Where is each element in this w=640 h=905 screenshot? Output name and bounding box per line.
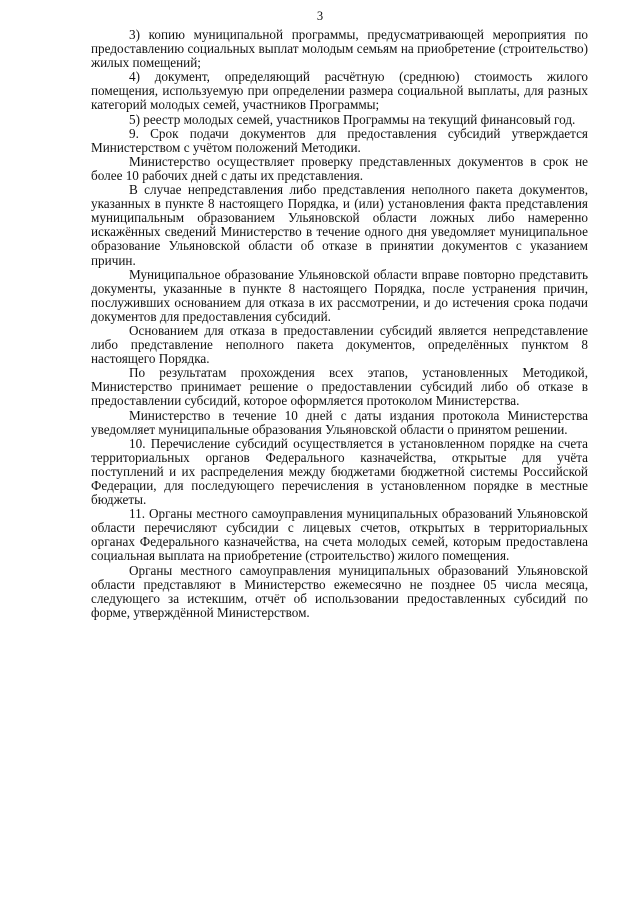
paragraph-resubmission: Муниципальное образование Ульяновской области вправе повторно представить документы, указанные в пункте 8 настоящего Порядка, после устранения причин, послуживших основанием для отказа в их рассмотрении, и до истечения срока подачи документов для предоставления субсидий. [91, 266, 588, 324]
document-body [91, 28, 588, 620]
paragraph-reporting: Органы местного самоуправления муниципальных образований Ульяновской области представляют в Министерство ежемесячно не позднее 05 числа месяца, следующего за истекшим, отчёт об использовании предоставленных субсидий по форме, утверждённой Министерством. [91, 562, 588, 620]
paragraph-item-4: 4) документ, определяющий расчётную (среднюю) стоимость жилого помещения, используемую при определении размера социальной выплаты, для разных категорий молодых семей, участников Программы; [91, 69, 588, 113]
paragraph-clause-10: 10. Перечисление субсидий осуществляется в установленном порядке на счета территориальных органов Федерального казначейства, открытые для учёта поступлений и их распределения между бюджетами бюджетной системы Российской Федерации, для последующего перечисления в установленном порядке в местные бюджеты. [91, 435, 588, 508]
paragraph-review-term: Министерство осуществляет проверку представленных документов в срок не более 10 рабочих дней с даты их представления. [91, 153, 588, 183]
paragraph-refusal-notice: В случае непредставления либо представления неполного пакета документов, указанных в пункте 8 настоящего Порядка, и (или) установления факта представления муниципальным образованием Ульяновской области ложных либо намеренно искажённых сведений Министерство в течение одного дня уведомляет муниципальное образование Ульяновской области об отказе в принятии документов с указанием причин. [91, 182, 588, 268]
paragraph-decision: По результатам прохождения всех этапов, установленных Методикой, Министерство принимает решение о предоставлении субсидий либо об отказе в предоставлении субсидий, которое оформляется протоколом Министерства. [91, 365, 588, 409]
paragraph-notification: Министерство в течение 10 дней с даты издания протокола Министерства уведомляет муниципальные образования Ульяновской области о принятом решении. [91, 407, 588, 437]
paragraph-clause-11: 11. Органы местного самоуправления муниципальных образований Ульяновской области перечисляют субсидии с лицевых счетов, открытых в территориальных органах Федерального казначейства, на счета молодых семей, которым предоставлена социальная выплата на приобретение (строительство) жилого помещения. [91, 506, 588, 564]
paragraph-refusal-grounds: Основанием для отказа в предоставлении субсидий является непредставление либо представление неполного пакета документов, определённых пунктом 8 настоящего Порядка. [91, 322, 588, 367]
page-number: 3 [316, 9, 324, 23]
paragraph-clause-9: 9. Срок подачи документов для предоставления субсидий утверждается Министерством с учётом положений Методики. [91, 125, 588, 155]
paragraph-item-3: 3) копию муниципальной программы, предусматривающей мероприятия по предоставлению социальных выплат молодым семьям на приобретение (строительство) жилых помещений; [91, 27, 588, 71]
paragraph-item-5: 5) реестр молодых семей, участников Программы на текущий финансовый год. [129, 111, 576, 127]
